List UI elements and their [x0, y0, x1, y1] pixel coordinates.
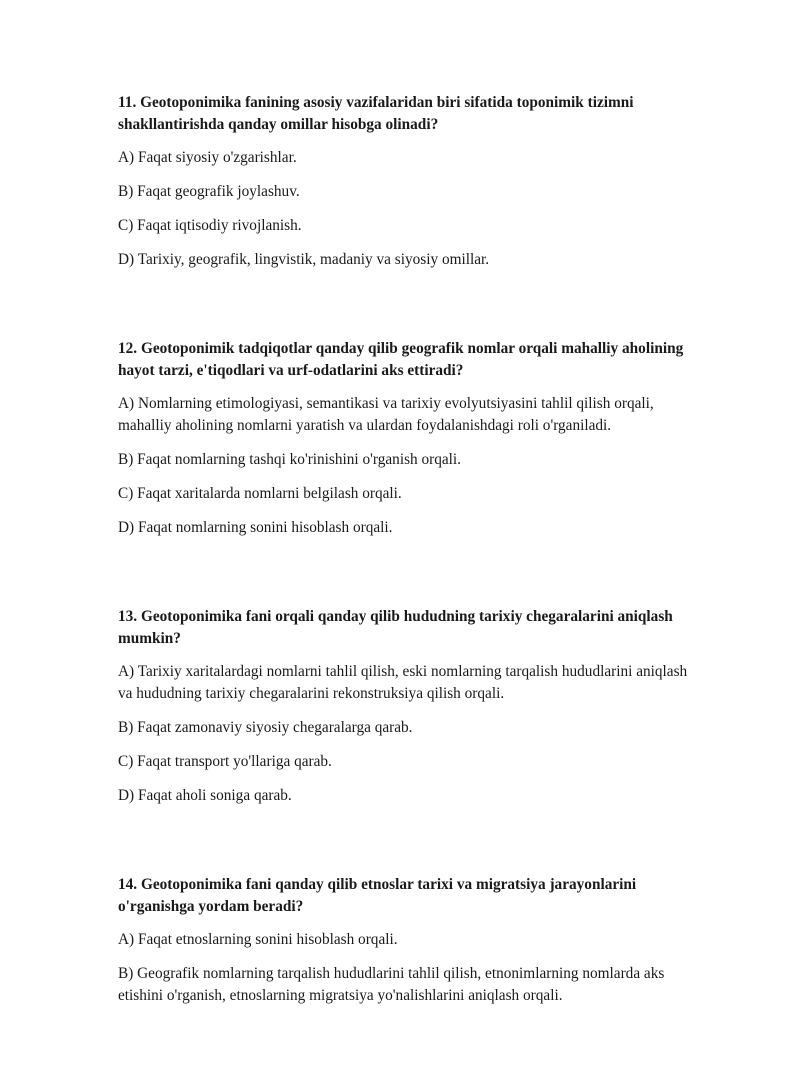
question-11: [118, 92, 698, 271]
answer-option-b: B) Faqat geografik joylashuv.: [118, 183, 300, 200]
question-title: 11. Geotoponimika fanining asosiy vazifalaridan biri sifatida toponimik tizimni shakllantirishda qanday omillar hisobga olinadi?: [118, 94, 634, 133]
question-title: 13. Geotoponimika fani orqali qanday qilib hududning tarixiy chegaralarini aniqlash mumkin?: [118, 608, 673, 647]
question-14: [118, 874, 698, 1007]
answer-option-c: C) Faqat transport yo'llariga qarab.: [118, 753, 332, 770]
question-title: 14. Geotoponimika fani qanday qilib etnoslar tarixi va migratsiya jarayonlarini o'rganishga yordam beradi?: [118, 876, 637, 915]
answer-option-a: A) Faqat siyosiy o'zgarishlar.: [118, 149, 297, 166]
answer-option-c: C) Faqat iqtisodiy rivojlanish.: [118, 217, 302, 234]
question-13: [118, 606, 698, 807]
answer-option-d: D) Faqat nomlarning sonini hisoblash orqali.: [118, 519, 393, 536]
answer-option-b: B) Faqat nomlarning tashqi ko'rinishini o'rganish orqali.: [118, 451, 461, 468]
answer-option-a: A) Tarixiy xaritalardagi nomlarni tahlil qilish, eski nomlarning tarqalish hududlarini aniqlash va hududning tarixiy chegaralarini rekonstruksiya qilish orqali.: [118, 663, 688, 702]
answer-option-b: B) Faqat zamonaviy siyosiy chegaralarga qarab.: [118, 719, 413, 736]
answer-option-a: A) Nomlarning etimologiyasi, semantikasi va tarixiy evolyutsiyasini tahlil qilish orqali, mahalliy aholining nomlarni yaratish va ulardan foydalanishdagi roli o'rganiladi.: [118, 395, 654, 434]
answer-option-c: C) Faqat xaritalarda nomlarni belgilash orqali.: [118, 485, 402, 502]
answer-option-d: D) Tarixiy, geografik, lingvistik, madaniy va siyosiy omillar.: [118, 251, 490, 268]
question-title: 12. Geotoponimik tadqiqotlar qanday qilib geografik nomlar orqali mahalliy aholining hayot tarzi, e'tiqodlari va urf-odatlarini aks ettiradi?: [118, 340, 684, 379]
document-page: [118, 92, 698, 1074]
question-12: [118, 338, 698, 539]
answer-option-d: D) Faqat aholi soniga qarab.: [118, 787, 292, 804]
answer-option-a: A) Faqat etnoslarning sonini hisoblash orqali.: [118, 931, 398, 948]
answer-option-b: B) Geografik nomlarning tarqalish hududlarini tahlil qilish, etnonimlarning nomlarda aks etishini o'rganish, etnoslarning migratsiya yo'nalishlarini aniqlash orqali.: [118, 965, 665, 1004]
